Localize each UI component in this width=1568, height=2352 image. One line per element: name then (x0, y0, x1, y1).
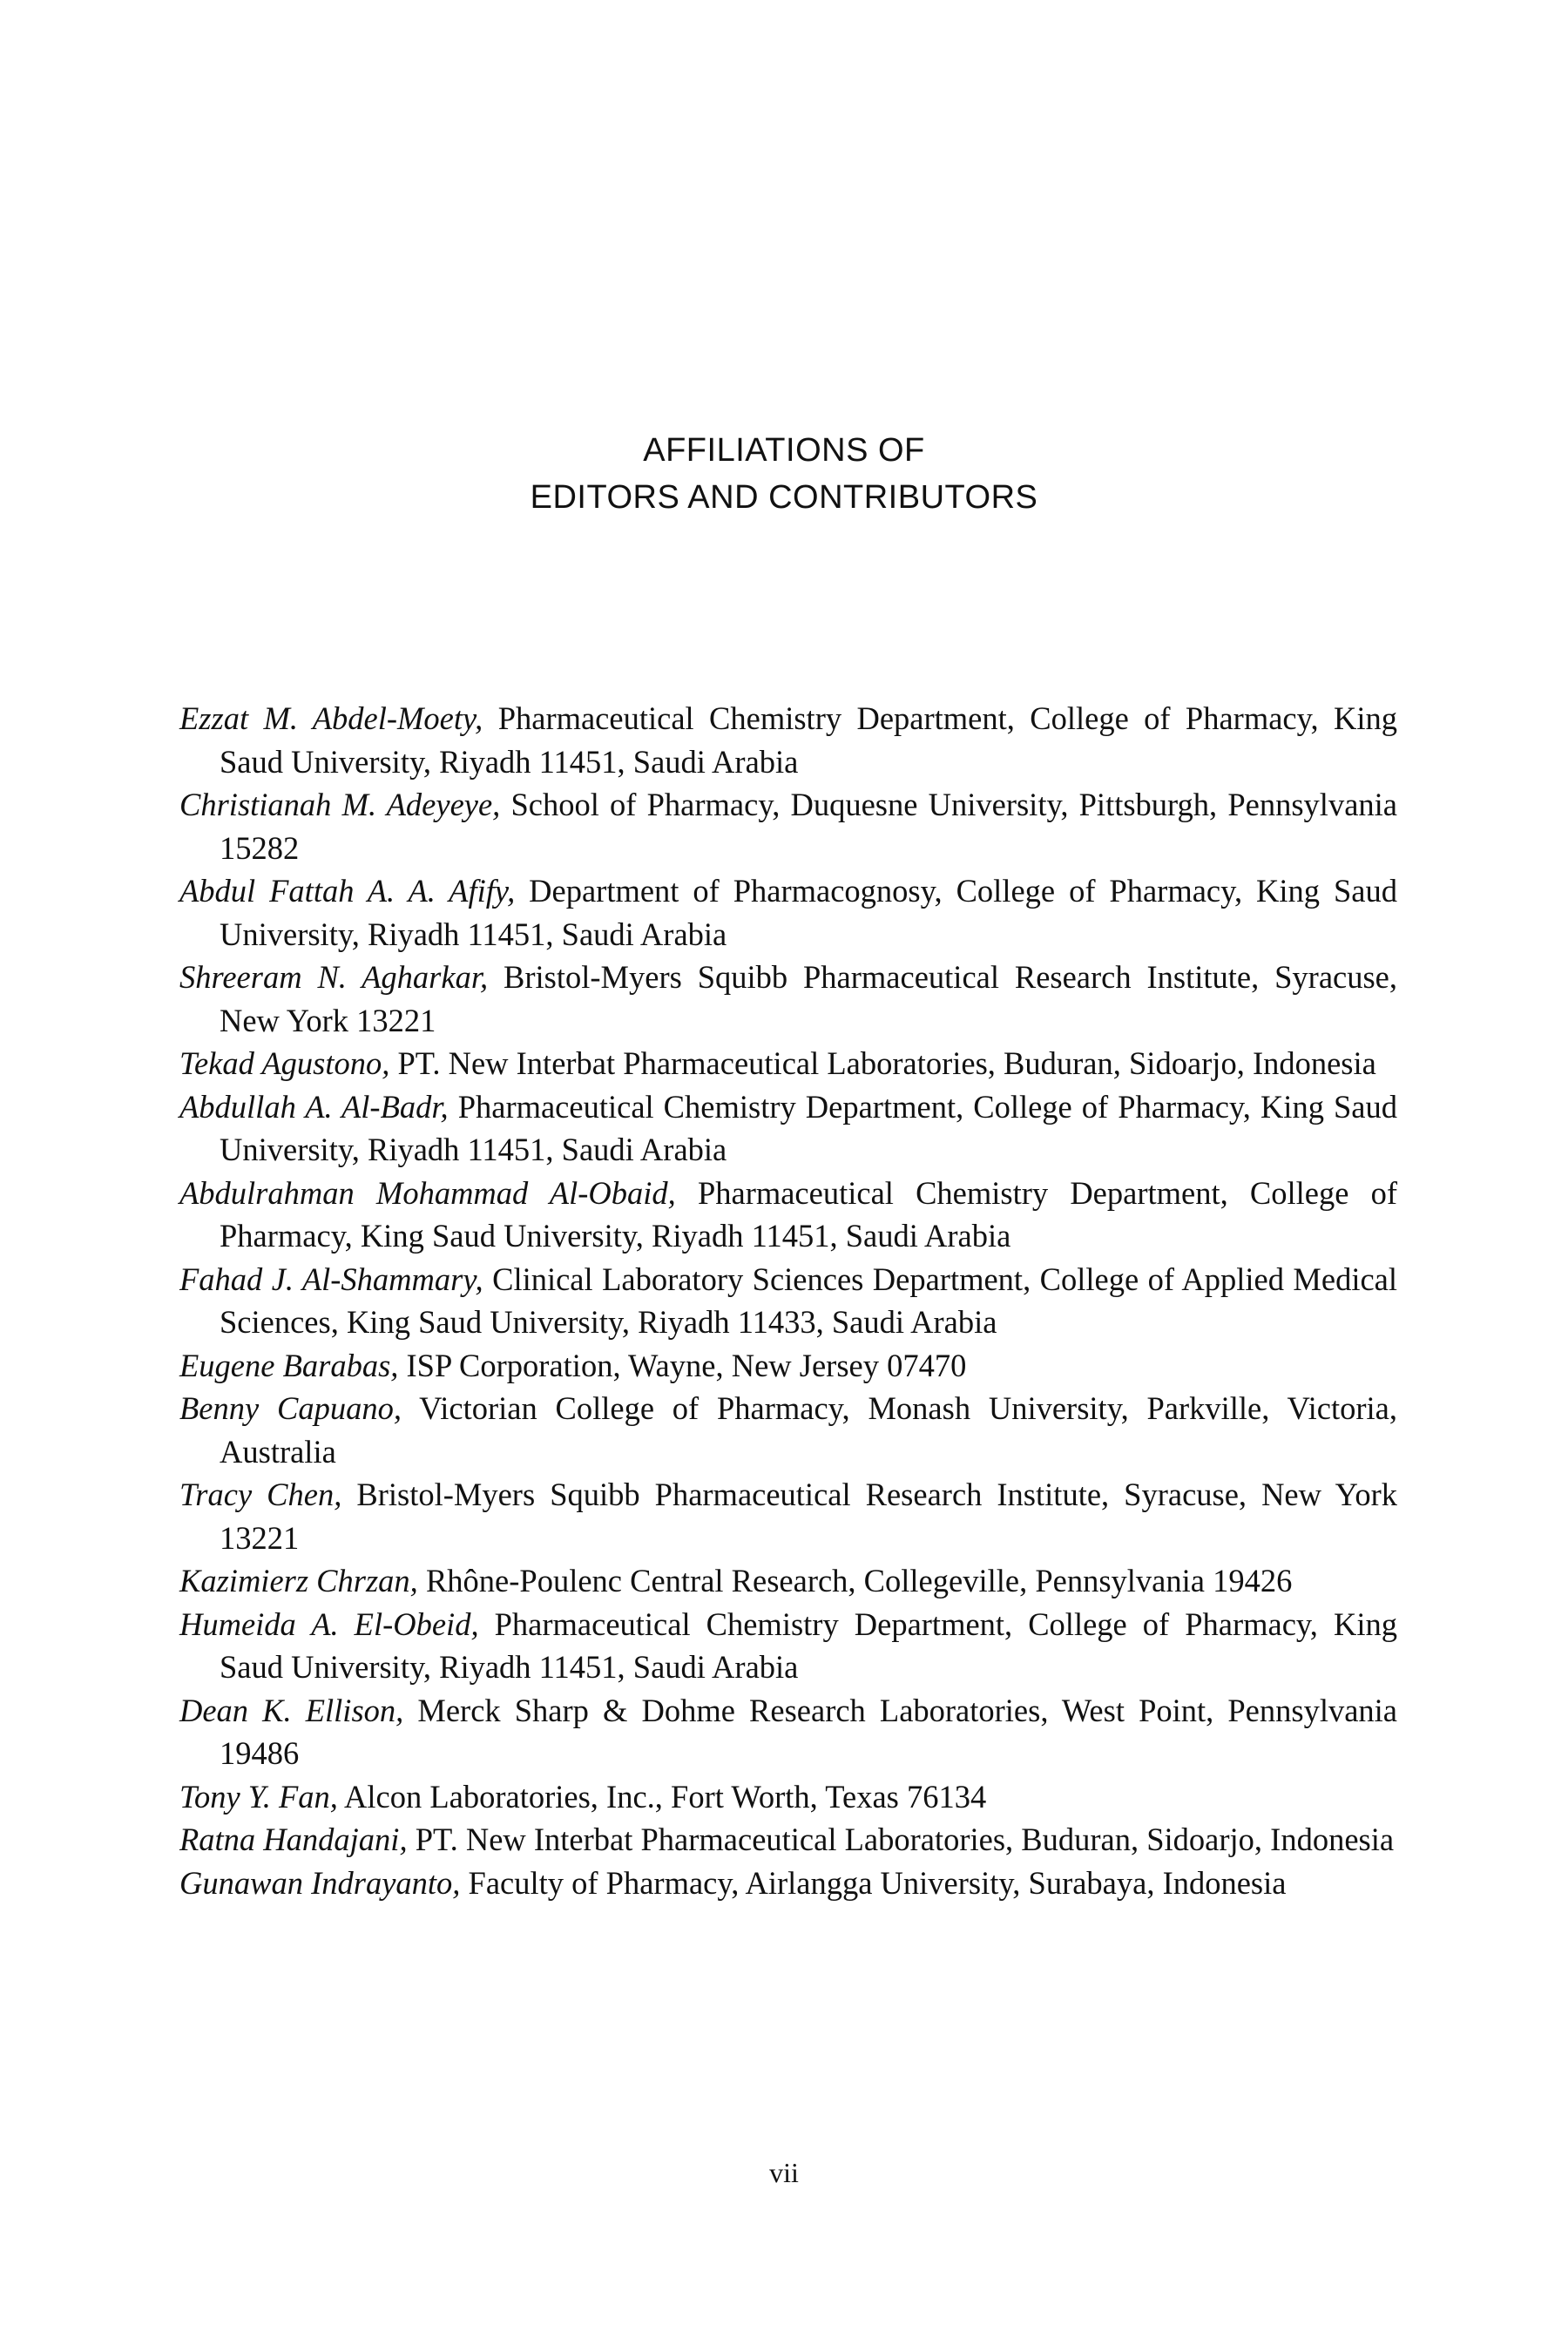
contributor-affiliation: PT. New Interbat Pharmaceutical Laboratories, Buduran, Sidoarjo, Indonesia (415, 1821, 1395, 1857)
contributor-name: Benny Capuano, (179, 1390, 402, 1426)
contributor-name: Abdul Fattah A. A. Afify, (179, 873, 516, 909)
affiliation-entry (179, 783, 1397, 869)
contributor-name: Dean K. Ellison, (179, 1692, 404, 1728)
contributor-affiliation: Bristol-Myers Squibb Pharmaceutical Research Institute, Syracuse, New York 13221 (220, 1477, 1398, 1556)
contributor-affiliation: Alcon Laboratories, Inc., Fort Worth, Texas 76134 (344, 1778, 987, 1815)
affiliation-entry (179, 1344, 1397, 1388)
affiliation-entry (179, 1559, 1397, 1603)
contributor-name: Kazimierz Chrzan, (179, 1563, 418, 1598)
page-number: vii (769, 2157, 799, 2188)
affiliation-entry (179, 1818, 1397, 1862)
affiliation-entry (179, 956, 1397, 1042)
contributor-affiliation: Pharmaceutical Chemistry Department, College of Pharmacy, King Saud University, Riyadh 11451, Saudi Arabia (220, 1174, 1397, 1254)
affiliation-entry (179, 869, 1397, 956)
contributor-affiliation: Clinical Laboratory Sciences Department, College of Applied Medical Sciences, King Saud University, Riyadh 11433, Saudi Arabia (220, 1260, 1398, 1340)
contributor-name: Eugene Barabas, (179, 1347, 399, 1383)
contributor-affiliation: PT. New Interbat Pharmaceutical Laboratories, Buduran, Sidoarjo, Indonesia (397, 1045, 1376, 1081)
contributor-affiliation: Pharmaceutical Chemistry Department, College of Pharmacy, King Saud University, Riyadh 11451, Saudi Arabia (220, 700, 1397, 780)
affiliation-entry (179, 1258, 1397, 1344)
contributor-name: Fahad J. Al-Shammary, (179, 1260, 483, 1297)
contributor-affiliation: Pharmaceutical Chemistry Department, College of Pharmacy, King Saud University, Riyadh 11451, Saudi Arabia (220, 1605, 1397, 1685)
page-title-line-2: EDITORS AND CONTRIBUTORS (530, 479, 1038, 516)
contributor-name: Tracy Chen, (179, 1477, 342, 1512)
affiliation-entry (179, 1689, 1397, 1775)
affiliation-entry (179, 1862, 1397, 1905)
affiliation-entry (179, 1603, 1397, 1689)
affiliation-entry (179, 1775, 1397, 1819)
affiliation-entry (179, 1042, 1397, 1085)
contributor-affiliation: Pharmaceutical Chemistry Department, College of Pharmacy, King Saud University, Riyadh 11451, Saudi Arabia (220, 1088, 1397, 1167)
affiliation-entry (179, 1172, 1397, 1258)
affiliation-entry (179, 1473, 1397, 1559)
affiliations-list (179, 697, 1397, 1904)
affiliation-entry (179, 1387, 1397, 1473)
contributor-name: Tekad Agustono, (179, 1045, 390, 1081)
contributor-affiliation: Bristol-Myers Squibb Pharmaceutical Research Institute, Syracuse, New York 13221 (220, 959, 1398, 1038)
page-title-line-1: AFFILIATIONS OF (643, 432, 925, 469)
contributor-affiliation: Victorian College of Pharmacy, Monash University, Parkville, Victoria, Australia (220, 1390, 1398, 1470)
contributor-name: Abdulrahman Mohammad Al-Obaid, (179, 1174, 676, 1211)
contributor-name: Ezzat M. Abdel-Moety, (179, 700, 483, 736)
page-title (0, 427, 1568, 521)
contributor-name: Tony Y. Fan, (179, 1778, 338, 1815)
affiliation-entry (179, 697, 1397, 783)
contributor-affiliation: Department of Pharmacognosy, College of Pharmacy, King Saud University, Riyadh 11451, Saudi Arabia (220, 873, 1398, 952)
contributor-name: Humeida A. El-Obeid, (179, 1605, 479, 1642)
contributor-affiliation: Rhône-Poulenc Central Research, Collegeville, Pennsylvania 19426 (425, 1563, 1293, 1598)
contributor-name: Abdullah A. Al-Badr, (179, 1088, 449, 1125)
contributor-name: Shreeram N. Agharkar, (179, 959, 489, 995)
affiliation-entry (179, 1085, 1397, 1172)
contributor-affiliation: Merck Sharp & Dohme Research Laboratories, West Point, Pennsylvania 19486 (220, 1692, 1398, 1771)
contributor-affiliation: School of Pharmacy, Duquesne University, Pittsburgh, Pennsylvania 15282 (220, 787, 1397, 866)
contributor-name: Christianah M. Adeyeye, (179, 787, 501, 822)
contributor-name: Ratna Handajani, (179, 1821, 408, 1857)
contributor-affiliation: ISP Corporation, Wayne, New Jersey 07470 (406, 1347, 967, 1383)
contributor-name: Gunawan Indrayanto, (179, 1864, 461, 1901)
contributor-affiliation: Faculty of Pharmacy, Airlangga University, Surabaya, Indonesia (468, 1864, 1287, 1901)
